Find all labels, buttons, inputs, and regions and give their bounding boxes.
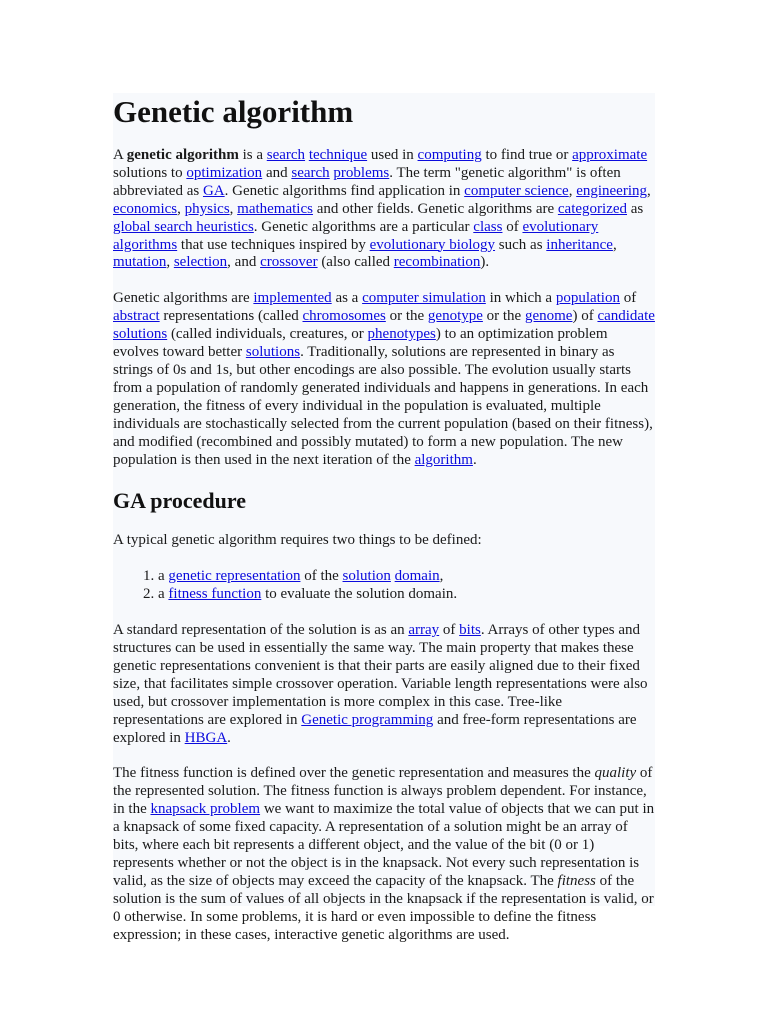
text: of the solution is the sum of values of all objects in the knapsack if the representation is valid, or 0 otherwise. In some problems, it is hard or even impossible to define the fitness expression; in these cases, interactive genetic algorithms are used. — [113, 872, 654, 943]
link-economics[interactable]: economics — [113, 200, 178, 217]
requirements-list — [113, 568, 655, 604]
text: , and — [227, 254, 261, 271]
text: to evaluate the solution domain. — [261, 586, 458, 603]
text: (also called — [317, 254, 394, 271]
page-title: Genetic algorithm — [113, 94, 354, 129]
link-computing[interactable]: computing — [417, 147, 482, 163]
link-phenotypes[interactable]: phenotypes — [367, 326, 436, 343]
text: and — [262, 164, 292, 181]
text: such as — [495, 236, 547, 253]
text: and other fields. Genetic algorithms are — [312, 200, 558, 217]
text: in which a — [485, 290, 556, 307]
text: is a — [238, 147, 267, 163]
text: that use techniques inspired by — [177, 236, 370, 253]
text: , — [166, 254, 174, 271]
link-mutation[interactable]: mutation — [113, 254, 167, 271]
text: or the — [482, 308, 525, 325]
link-domain[interactable]: domain — [394, 568, 440, 585]
text: A — [113, 147, 127, 163]
link-genetic-representation[interactable]: genetic representation — [168, 568, 301, 585]
link-candidate-solutions[interactable]: candidate solutions — [113, 308, 655, 343]
text: , — [439, 568, 444, 585]
link-abstract[interactable]: abstract — [113, 308, 160, 325]
text: solutions to — [113, 164, 187, 181]
text: , — [647, 182, 651, 199]
procedure-intro: A typical genetic algorithm requires two things to be defined: — [113, 532, 482, 549]
text: , — [568, 182, 577, 199]
text: a — [158, 586, 169, 603]
link-chromosomes[interactable]: chromosomes — [302, 308, 386, 325]
link-technique[interactable]: technique — [308, 147, 368, 163]
link-computer-simulation[interactable]: computer simulation — [362, 290, 486, 307]
text: as — [627, 200, 644, 217]
text: . Arrays of other types and structures can be used in essentially the same way. The main property that makes these genetic representations convenient is that their parts are easily aligned due to their fixed size, that facilitates simple crossover operation. Variable length representations were also used, but crossover implementation is more complex in this case. Tree-like representations are explored in — [113, 622, 648, 728]
link-fitness-function[interactable]: fitness function — [168, 586, 262, 603]
text: . Genetic algorithms find application in — [224, 182, 465, 199]
text: The fitness function is defined over the genetic representation and measures the — [113, 765, 595, 782]
link-hbga[interactable]: HBGA — [184, 729, 228, 746]
text: of — [439, 622, 460, 639]
emphasis-fitness: fitness — [557, 872, 596, 889]
list-item — [158, 586, 655, 604]
text: , — [612, 236, 617, 253]
simulation-paragraph — [113, 290, 655, 469]
link-population[interactable]: population — [555, 290, 620, 307]
link-engineering[interactable]: engineering — [576, 182, 648, 199]
representation-paragraph — [113, 622, 655, 747]
text: . Genetic algorithms are a particular — [253, 218, 474, 235]
link-physics[interactable]: physics — [184, 200, 230, 217]
text: or the — [385, 308, 428, 325]
link-array[interactable]: array — [408, 622, 440, 639]
link-mathematics[interactable]: mathematics — [237, 200, 313, 217]
text: . — [227, 729, 231, 746]
text: . Traditionally, solutions are represented in binary as strings of 0s and 1s, but other encodings are also possible. The evolution usually starts from a population of randomly generated individuals and happens in generations. In each generation, the fitness of every individual in the population is evaluated, multiple individuals are stochastically selected from the current population (based on their fitness), and modified (recombined and possibly mutated) to form a new population. The new population is then used in the next iteration of the — [113, 344, 653, 468]
link-genetic-programming[interactable]: Genetic programming — [301, 711, 434, 728]
text: , — [229, 200, 238, 217]
link-evolutionary-algorithms[interactable]: evolutionary algorithms — [113, 218, 599, 253]
link-knapsack-problem[interactable]: knapsack problem — [150, 801, 261, 818]
link-inheritance[interactable]: inheritance — [546, 236, 613, 253]
link-search[interactable]: search — [266, 147, 306, 163]
text: to find true or — [481, 147, 573, 163]
link-ga[interactable]: GA — [202, 182, 225, 199]
text: a — [158, 568, 169, 585]
link-computer-science[interactable]: computer science — [464, 182, 569, 199]
article-body — [113, 93, 655, 943]
link-crossover[interactable]: crossover — [260, 254, 318, 271]
link-evolutionary-biology[interactable]: evolutionary biology — [369, 236, 496, 253]
link-search-2[interactable]: search — [291, 164, 330, 181]
text: ) of — [572, 308, 598, 325]
term-bold: genetic algorithm — [126, 147, 239, 163]
text: ) to an optimization problem evolves toward better — [113, 326, 608, 361]
text: as a — [331, 290, 363, 307]
link-solutions[interactable]: solutions — [245, 344, 301, 361]
link-optimization[interactable]: optimization — [186, 164, 263, 181]
list-item — [158, 568, 655, 586]
text: ). — [480, 254, 490, 271]
link-genotype[interactable]: genotype — [427, 308, 483, 325]
link-approximate[interactable]: approximate — [572, 147, 648, 163]
link-solution[interactable]: solution — [342, 568, 391, 585]
link-selection[interactable]: selection — [173, 254, 228, 271]
text: . The term "genetic algorithm" is often abbreviated as — [113, 164, 621, 199]
text: of the represented solution. The fitness function is always problem dependent. For instance, in the — [113, 765, 653, 818]
text: used in — [367, 147, 418, 163]
link-algorithm[interactable]: algorithm — [414, 451, 473, 468]
text: , — [177, 200, 185, 217]
fitness-paragraph — [113, 765, 655, 944]
text: (called individuals, creatures, or — [167, 326, 368, 343]
text: representations (called — [159, 308, 303, 325]
link-recombination[interactable]: recombination — [393, 254, 481, 271]
text: of — [619, 290, 637, 307]
link-global-search-heuristics[interactable]: global search heuristics — [113, 218, 254, 235]
intro-paragraph — [113, 147, 655, 272]
link-bits[interactable]: bits — [459, 622, 481, 639]
link-problems[interactable]: problems — [333, 164, 390, 181]
link-genome[interactable]: genome — [524, 308, 573, 325]
link-categorized[interactable]: categorized — [557, 200, 628, 217]
text: Genetic algorithms are — [113, 290, 254, 307]
text: A standard representation of the solution is as an — [113, 622, 409, 639]
text: we want to maximize the total value of objects that we can put in a knapsack of some fixed capacity. A representation of a solution might be an array of bits, where each bit represents a different object, and the value of the bit (0 or 1) represents whether or not the object is in the knapsack. Not every such representation is valid, as the size of objects may exceed the capacity of the knapsack. The — [113, 801, 655, 889]
link-class[interactable]: class — [473, 218, 503, 235]
text: of the — [300, 568, 343, 585]
emphasis-quality: quality — [594, 765, 637, 782]
section-heading-ga-procedure: GA procedure — [113, 488, 247, 514]
text: . — [472, 451, 477, 468]
link-implemented[interactable]: implemented — [253, 290, 332, 307]
text: of — [502, 218, 523, 235]
text: and free-form representations are explored in — [113, 711, 637, 746]
